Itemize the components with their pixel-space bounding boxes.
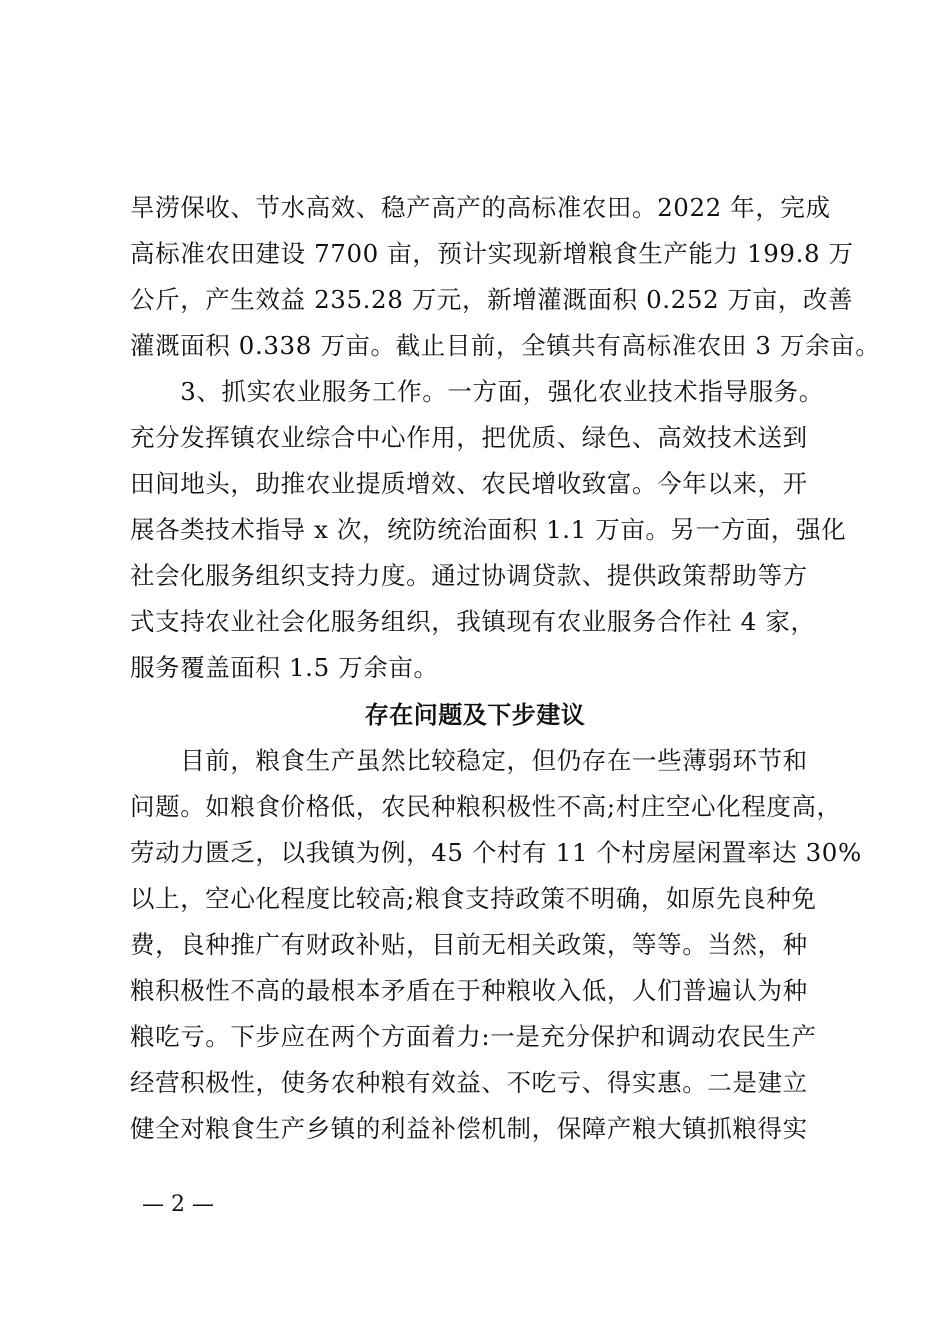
paragraph-line: 旱涝保收、节水高效、稳产高产的高标准农田。2022 年，完成 [130, 193, 831, 222]
paragraph-line: 式支持农业社会化服务组织，我镇现有农业服务合作社 4 家， [130, 607, 816, 636]
paragraph-line: 问题。如粮食价格低，农民种粮积极性不高;村庄空心化程度高， [130, 792, 842, 821]
page-number: — 2 — [142, 1192, 214, 1217]
paragraph-line: 灌溉面积 0.338 万亩。截止目前，全镇共有高标准农田 3 万余亩。 [130, 331, 881, 360]
paragraph-line: 粮积极性不高的最根本矛盾在于种粮收入低，人们普遍认为种 [130, 976, 808, 1005]
paragraph-line: 以上，空心化程度比较高;粮食支持政策不明确，如原先良种免 [130, 884, 817, 913]
paragraph-line: 社会化服务组织支持力度。通过协调贷款、提供政策帮助等方 [130, 561, 808, 590]
paragraph-line: 高标准农田建设 7700 亩，预计实现新增粮食生产能力 199.8 万 [130, 239, 854, 268]
section-heading: 存在问题及下步建议 [364, 700, 586, 729]
paragraph-line: 田间地头，助推农业提质增效、农民增收致富。今年以来，开 [130, 469, 808, 498]
paragraph-line: 粮吃亏。下步应在两个方面着力:一是充分保护和调动农民生产 [130, 1022, 817, 1051]
paragraph-line: 服务覆盖面积 1.5 万余亩。 [130, 653, 439, 682]
paragraph-line: 经营积极性，使务农种粮有效益、不吃亏、得实惠。二是建立 [130, 1068, 808, 1097]
paragraph-line: 3、抓实农业服务工作。一方面，强化农业技术指导服务。 [130, 377, 824, 406]
paragraph-line: 充分发挥镇农业综合中心作用，把优质、绿色、高效技术送到 [130, 423, 808, 452]
paragraph-line: 费，良种推广有财政补贴，目前无相关政策，等等。当然，种 [130, 930, 808, 959]
paragraph-line: 劳动力匮乏，以我镇为例，45 个村有 11 个村房屋闲置率达 30% [130, 838, 862, 867]
paragraph-line: 展各类技术指导 x 次，统防统治面积 1.1 万亩。另一方面，强化 [130, 515, 847, 544]
paragraph-line: 目前，粮食生产虽然比较稳定，但仍存在一些薄弱环节和 [130, 746, 808, 775]
paragraph-line: 健全对粮食生产乡镇的利益补偿机制，保障产粮大镇抓粮得实 [130, 1114, 808, 1143]
paragraph-line: 公斤，产生效益 235.28 万元，新增灌溉面积 0.252 万亩，改善 [130, 285, 854, 314]
